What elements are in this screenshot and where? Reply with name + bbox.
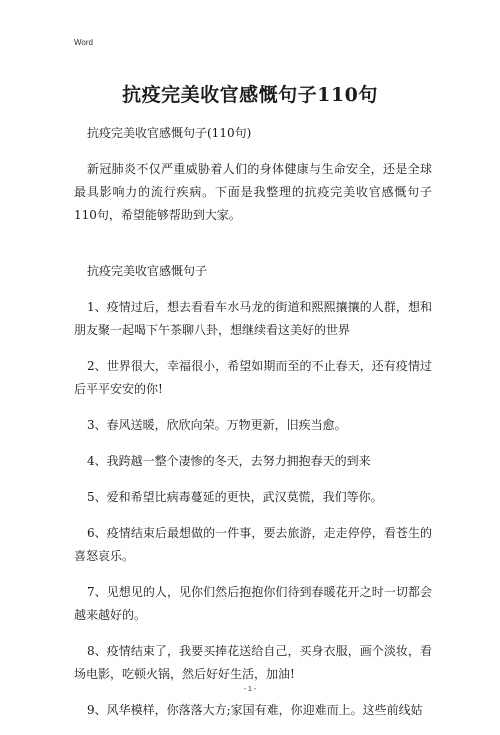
intro-paragraph: 新冠肺炎不仅严重威胁着人们的身体健康与生命安全，还是全球最具影响力的流行疾病。下面是我整理的抗疫完美收官感慨句子110句，希望能够帮助到大家。 xyxy=(74,162,432,222)
list-item: 2、世界很大，幸福很小，希望如期而至的不止春天，还有疫情过后平平安安的你! xyxy=(74,359,432,396)
list-item: 7、见想见的人，见你们然后抱抱你们待到春暖花开之时一切都会越来越好的。 xyxy=(74,585,432,622)
section-heading: 抗疫完美收官感慨句子 xyxy=(87,264,208,278)
list-item: 8、疫情结束了，我要买捧花送给自己，买身衣服，画个淡妆，看场电影，吃顿火锅，然后好好生活，加油! xyxy=(74,644,432,681)
list-item: 9、风华模样，你落落大方;家国有难，你迎难而上。这些前线姑 xyxy=(87,703,423,717)
spacer xyxy=(74,240,432,260)
list-item: 3、春风送暖，欣欣向荣。万物更新，旧疾当愈。 xyxy=(87,418,347,432)
list-item: 1、疫情过后，想去看看车水马龙的街道和熙熙攘攘的人群，想和朋友聚一起喝下午茶聊八卦，想继续看这美好的世界 xyxy=(74,300,432,337)
page-title: 抗疫完美收官感慨句子110句 xyxy=(122,84,378,106)
list-item: 4、我跨越一整个凄惨的冬天，去努力拥抱春天的到来 xyxy=(87,454,371,468)
intro-subtitle: 抗疫完美收官感慨句子(110句) xyxy=(87,126,252,140)
document-body xyxy=(74,122,432,735)
page-number: - 1 - xyxy=(243,686,257,693)
list-item: 5、爱和希望比病毒蔓延的更快，武汉莫慌，我们等你。 xyxy=(87,490,383,504)
list-item: 6、疫情结束后最想做的一件事，要去旅游，走走停停，看苍生的喜怒哀乐。 xyxy=(74,526,432,563)
header-label: Word xyxy=(74,38,93,47)
